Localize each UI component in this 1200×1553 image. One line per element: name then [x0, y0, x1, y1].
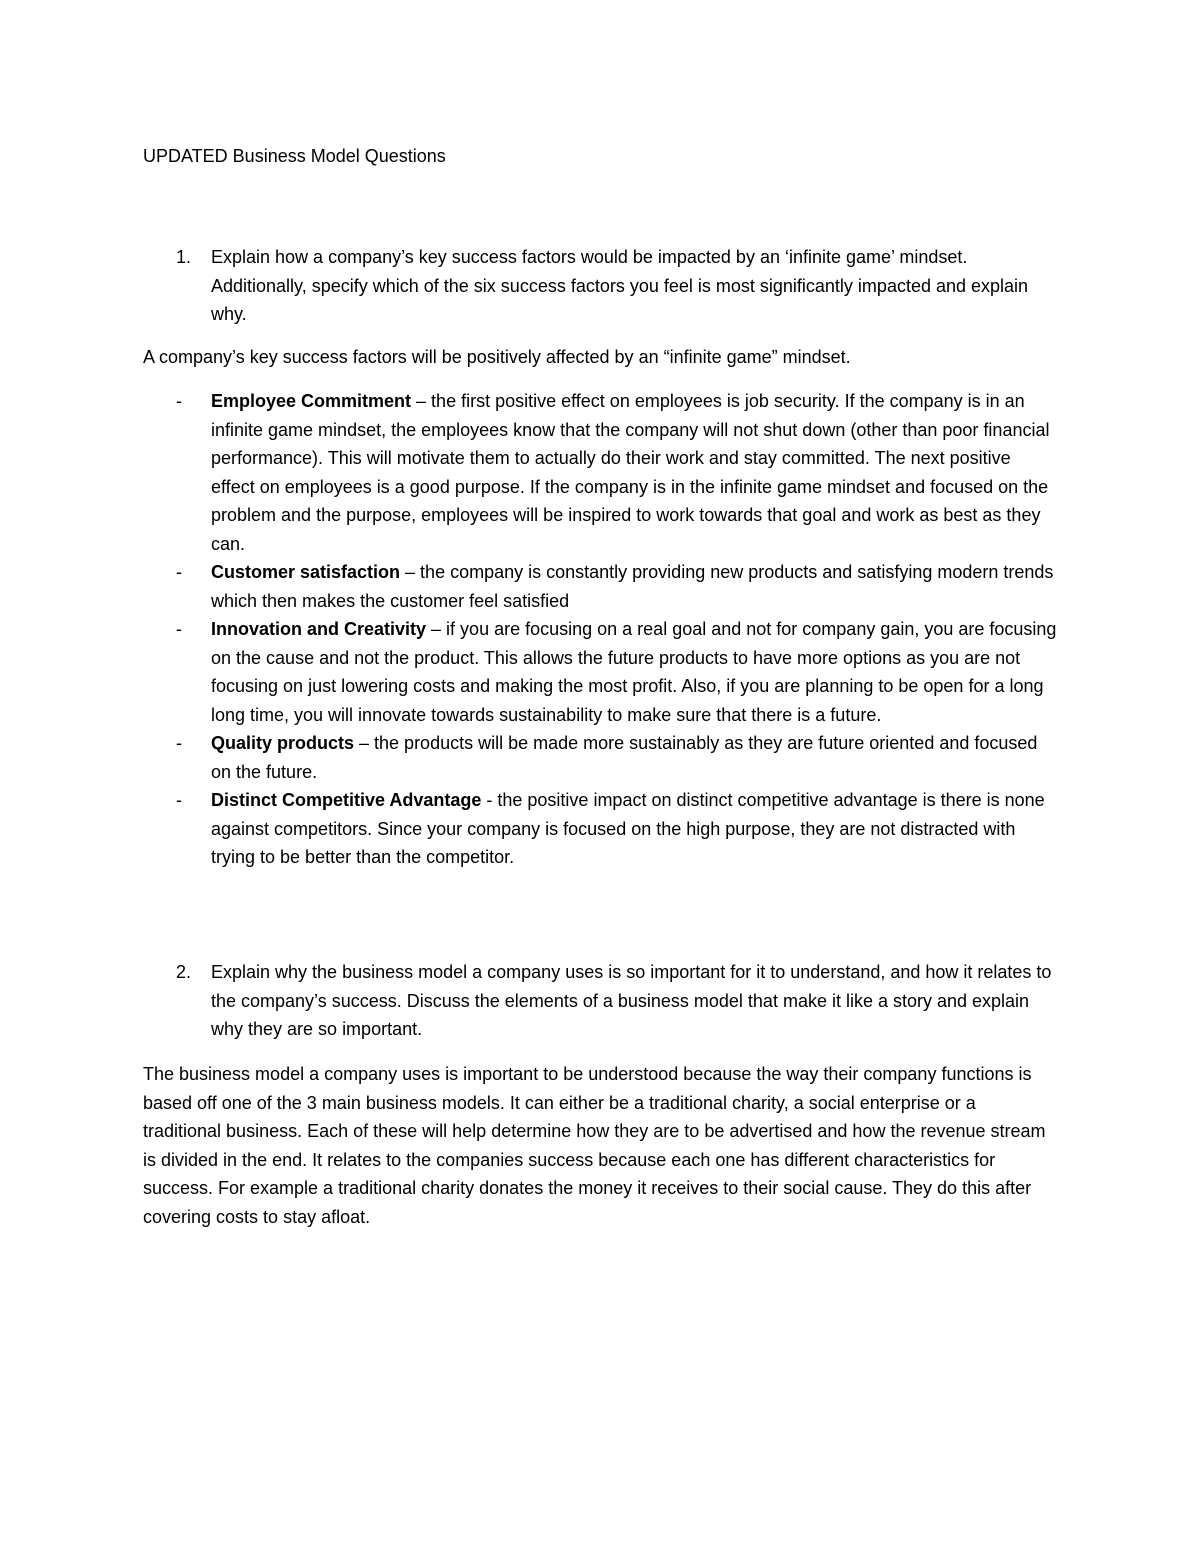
- list-dash: -: [176, 619, 182, 639]
- question-2: [143, 958, 1058, 1044]
- answer-2: The business model a company uses is important to be understood because the way their company functions is based off one of the 3 main business models. It can either be a traditional charity, a social enterprise or a traditional business. Each of these will help determine how they are to be advertised and how the revenue stream is divided in the end. It relates to the companies success because each one has different characteristics for success. For example a traditional charity donates the money it receives to their social cause. They do this after covering costs to stay afloat.: [143, 1064, 1046, 1227]
- list-item: [143, 558, 1058, 615]
- factor-description: - the positive impact on distinct competitive advantage is there is none against competitors. Since your company is focused on the high purpose, they are not distracted with trying to be better than the competitor.: [211, 790, 1045, 867]
- success-factors-list: [143, 387, 1058, 872]
- list-item: [143, 615, 1058, 729]
- factor-term: Customer satisfaction: [211, 562, 401, 582]
- question-1-number: 1.: [176, 247, 192, 267]
- list-item-body: [211, 615, 1058, 729]
- list-item: [143, 387, 1058, 558]
- question-1-text: Explain how a company’s key success factors would be impacted by an ‘infinite game’ mindset. Additionally, specify which of the six success factors you feel is most significantly impacted and explain why.: [211, 247, 1029, 324]
- question-1: [143, 243, 1058, 329]
- list-dash: -: [176, 790, 182, 810]
- factor-term: Innovation and Creativity: [211, 619, 427, 639]
- answer-1-intro: A company’s key success factors will be positively affected by an “infinite game” mindset.: [143, 347, 851, 367]
- list-dash: -: [176, 562, 182, 582]
- list-item-body: [211, 558, 1058, 615]
- factor-description: – the company is constantly providing new products and satisfying modern trends which then makes the customer feel satisfied: [211, 562, 1054, 611]
- factor-description: – the products will be made more sustainably as they are future oriented and focused on the future.: [211, 733, 1038, 782]
- question-2-number: 2.: [176, 962, 192, 982]
- list-item-body: [211, 387, 1058, 558]
- list-item-body: [211, 729, 1058, 786]
- list-item: [143, 786, 1058, 872]
- factor-term: Employee Commitment: [211, 391, 412, 411]
- factor-description: – the first positive effect on employees is job security. If the company is in an infinite game mindset, the employees know that the company will not shut down (other than poor financial performance). This will motivate them to actually do their work and stay committed. The next positive effect on employees is a good purpose. If the company is in the infinite game mindset and focused on the problem and the purpose, employees will be inspired to work towards that goal and work as best as they can.: [211, 391, 1050, 554]
- list-item: [143, 729, 1058, 786]
- factor-term: Distinct Competitive Advantage: [211, 790, 482, 810]
- list-dash: -: [176, 391, 182, 411]
- list-item-body: [211, 786, 1058, 872]
- question-2-text: Explain why the business model a company uses is so important for it to understand, and how it relates to the company’s success. Discuss the elements of a business model that make it like a story and explain why they are so important.: [211, 962, 1052, 1039]
- factor-term: Quality products: [211, 733, 355, 753]
- list-dash: -: [176, 733, 182, 753]
- document-title: UPDATED Business Model Questions: [143, 146, 446, 166]
- factor-description: – if you are focusing on a real goal and not for company gain, you are focusing on the cause and not the product. This allows the future products to have more options as you are not focusing on just lowering costs and making the most profit. Also, if you are planning to be open for a long long time, you will innovate towards sustainability to make sure that there is a future.: [211, 619, 1057, 725]
